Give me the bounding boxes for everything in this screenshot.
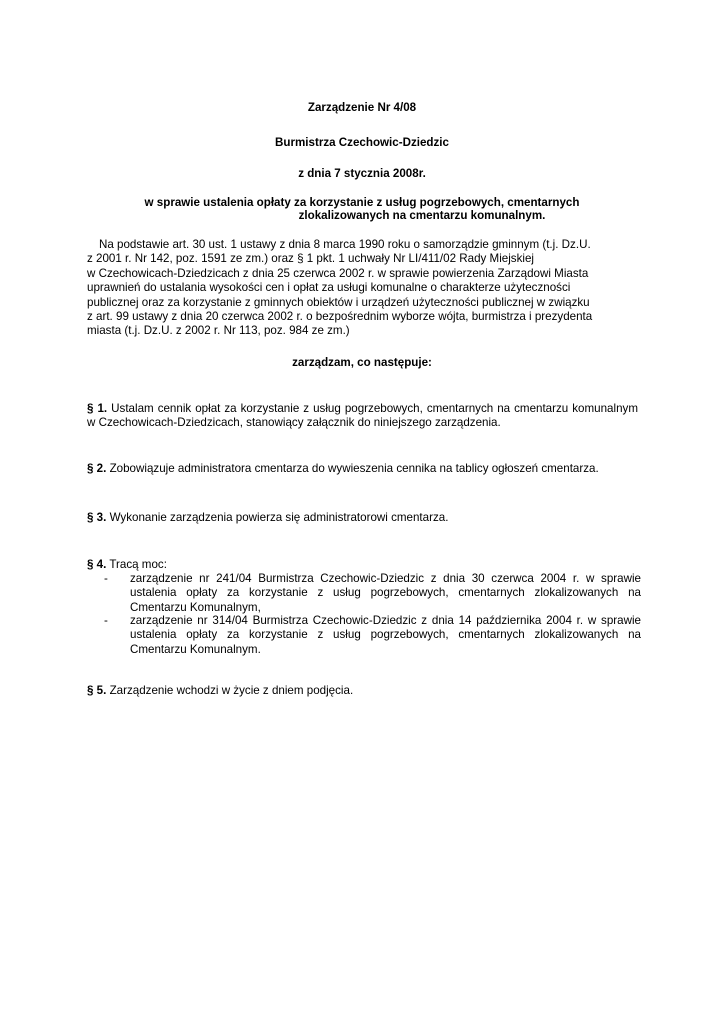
preamble-line: w Czechowicach-Dziedzicach z dnia 25 czerwca 2002 r. w sprawie powierzenia Zarządowi Miasta [87,266,589,280]
list-dash: - [104,614,108,627]
document-date: z dnia 7 stycznia 2008r. [298,167,426,180]
preamble-line: Na podstawie art. 30 ust. 1 ustawy z dnia 8 marca 1990 roku o samorządzie gminnym (t.j. Dz.U. [99,238,591,251]
preamble-line: uprawnień do ustalania wysokości cen i opłat za usługi komunalne o charakterze użyteczności [87,281,571,295]
preamble-line: publicznej oraz za korzystanie z gminnych obiektów i urządzeń użyteczności publicznej w związku [87,295,590,309]
section-2-text: Zobowiązuje administratora cmentarza do wywieszenia cennika na tablicy ogłoszeń cmentarza. [109,462,599,475]
list-dash: - [104,572,108,585]
section-2-number: § 2. [87,462,107,475]
section-4-item-text: zarządzenie nr 241/04 Burmistrza Czechowic-Dziedzic z dnia 30 czerwca 2004 r. w sprawie ustalenia opłaty za korzystanie z usług pogrzebowych, cmentarnych zlokalizowanych na Cmentarzu Komunalnym, [130,572,641,614]
section-3 [87,511,637,525]
preamble-line: z art. 99 ustawy z dnia 20 czerwca 2002 r. o bezpośrednim wyborze wójta, burmistrza i prezydenta [87,310,593,324]
section-3-number: § 3. [87,511,107,524]
preamble-line: miasta (t.j. Dz.U. z 2002 r. Nr 113, poz. 984 ze zm.) [87,324,350,338]
document-subject-line-1: w sprawie ustalenia opłaty za korzystanie z usług pogrzebowych, cmentarnych [144,196,580,209]
section-1 [87,402,638,431]
section-4-number: § 4. [87,558,107,571]
section-3-text: Wykonanie zarządzenia powierza się administratorowi cmentarza. [109,511,449,524]
section-4-item-text: zarządzenie nr 314/04 Burmistrza Czechowic-Dziedzic z dnia 14 października 2004 r. w sprawie ustalenia opłaty za korzystanie z usług pogrzebowych, cmentarnych zlokalizowanych na Cmentarzu Komunalnym. [130,614,641,656]
document-issuer: Burmistrza Czechowic-Dziedzic [275,136,449,149]
document-subject-line-2: zlokalizowanych na cmentarzu komunalnym. [298,209,546,222]
section-2 [87,462,637,476]
preamble-line: z 2001 r. Nr 142, poz. 1591 ze zm.) oraz § 1 pkt. 1 uchwały Nr LI/411/02 Rady Miejskiej [87,252,535,266]
section-4 [87,558,637,572]
preamble [87,238,637,339]
section-5-number: § 5. [87,684,107,697]
section-4-text: Tracą moc: [109,558,167,571]
order-phrase: zarządzam, co następuje: [292,356,432,369]
section-5 [87,684,637,698]
section-1-number: § 1. [87,402,108,415]
section-1-text: Ustalam cennik opłat za korzystanie z usług pogrzebowych, cmentarnych na cmentarzu komunalnym w Czechowicach-Dziedzicach, stanowiący załącznik do niniejszego zarządzenia. [87,402,638,430]
section-5-text: Zarządzenie wchodzi w życie z dniem podjęcia. [109,684,354,697]
document-title: Zarządzenie Nr 4/08 [307,101,417,114]
